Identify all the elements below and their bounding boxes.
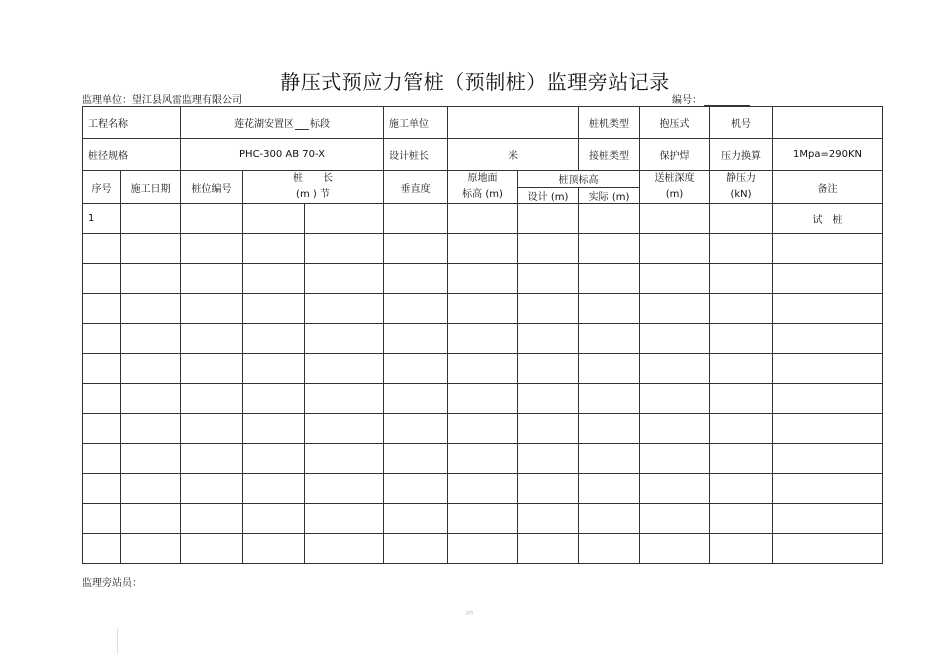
row-cell[interactable] [518, 204, 579, 234]
info-row-1 [83, 107, 883, 139]
row-cell[interactable] [121, 474, 181, 504]
row-cell[interactable] [640, 204, 710, 234]
row-cell[interactable] [305, 234, 384, 264]
row-cell[interactable] [640, 354, 710, 384]
row-cell[interactable] [305, 264, 384, 294]
row-cell[interactable] [448, 234, 518, 264]
row-cell[interactable] [518, 504, 579, 534]
row-cell[interactable] [448, 444, 518, 474]
row-cell[interactable] [448, 474, 518, 504]
table-row [83, 444, 883, 474]
row-cell[interactable] [181, 444, 243, 474]
row-cell[interactable] [243, 474, 305, 504]
row-cell[interactable] [305, 384, 384, 414]
row-cell[interactable] [518, 354, 579, 384]
row-seq-cell[interactable] [83, 504, 121, 534]
col-pile-no-header: 桩位编号 [181, 171, 243, 204]
row-remarks-cell[interactable] [773, 414, 883, 444]
row-remarks-cell[interactable] [773, 324, 883, 354]
row-cell[interactable] [448, 414, 518, 444]
row-cell[interactable] [518, 534, 579, 564]
row-cell[interactable] [384, 294, 448, 324]
row-cell[interactable] [518, 444, 579, 474]
col-pressure-header [710, 171, 773, 204]
col-depth-header [640, 171, 710, 204]
joint-type-field[interactable]: 保护焊 [640, 139, 710, 171]
row-cell[interactable] [181, 354, 243, 384]
row-cell[interactable] [243, 414, 305, 444]
document-number-label: 编号： [672, 95, 702, 106]
row-cell[interactable] [121, 534, 181, 564]
row-cell[interactable] [640, 294, 710, 324]
design-length-field[interactable]: 米 [448, 139, 579, 171]
row-cell[interactable] [305, 504, 384, 534]
row-cell[interactable] [121, 294, 181, 324]
row-remarks-cell[interactable] [773, 294, 883, 324]
row-remarks-cell[interactable] [773, 264, 883, 294]
row-cell[interactable] [710, 354, 773, 384]
row-cell[interactable] [448, 354, 518, 384]
row-cell[interactable] [640, 414, 710, 444]
row-cell[interactable] [181, 384, 243, 414]
row-cell[interactable] [384, 234, 448, 264]
row-cell[interactable] [181, 414, 243, 444]
col-depth-bottom: (m) [665, 189, 684, 200]
column-header-row-1 [83, 171, 883, 188]
row-remarks-cell[interactable] [773, 474, 883, 504]
row-cell[interactable] [448, 324, 518, 354]
row-cell[interactable] [121, 384, 181, 414]
row-cell[interactable] [305, 294, 384, 324]
row-cell[interactable] [640, 324, 710, 354]
row-seq-cell[interactable] [83, 534, 121, 564]
row-cell[interactable] [121, 444, 181, 474]
page-mark: 文档 [465, 610, 473, 615]
pressure-conversion-field[interactable]: 1Mpa=290KN [773, 139, 883, 171]
row-cell[interactable] [305, 354, 384, 384]
row-cell[interactable] [384, 354, 448, 384]
col-remarks-header: 备注 [773, 171, 883, 204]
row-cell[interactable] [243, 264, 305, 294]
document-title: 静压式预应力管桩（预制桩）监理旁站记录 [280, 70, 670, 94]
row-cell[interactable] [121, 414, 181, 444]
row-cell[interactable] [384, 384, 448, 414]
pile-spec-field[interactable]: PHC-300 AB 70-X [181, 139, 384, 171]
row-cell[interactable] [710, 294, 773, 324]
row-cell[interactable] [579, 204, 640, 234]
pile-machine-type-field[interactable]: 抱压式 [640, 107, 710, 139]
table-row [83, 534, 883, 564]
table-row [83, 384, 883, 414]
col-depth-top: 送桩深度 [654, 173, 695, 184]
row-cell[interactable] [448, 294, 518, 324]
info-row-2 [83, 139, 883, 171]
project-name-suffix: 标段 [310, 119, 330, 130]
row-cell[interactable] [710, 414, 773, 444]
row-remarks-cell[interactable] [773, 534, 883, 564]
row-cell[interactable] [305, 444, 384, 474]
row-cell[interactable] [448, 534, 518, 564]
row-cell[interactable] [640, 474, 710, 504]
document-number-blank[interactable] [704, 94, 750, 106]
row-cell[interactable] [243, 534, 305, 564]
row-cell[interactable] [121, 234, 181, 264]
row-remarks-cell[interactable] [773, 504, 883, 534]
row-cell[interactable] [243, 324, 305, 354]
row-cell[interactable] [243, 444, 305, 474]
row-cell[interactable] [448, 204, 518, 234]
col-pile-top-elev-header: 桩顶标高 [518, 171, 640, 188]
table-row [83, 204, 883, 234]
row-cell[interactable] [579, 234, 640, 264]
col-pressure-top: 静压力 [726, 173, 757, 184]
row-cell[interactable] [710, 504, 773, 534]
row-cell[interactable] [518, 414, 579, 444]
table-row [83, 234, 883, 264]
row-cell[interactable] [305, 204, 384, 234]
col-pile-length-bottom: (m ) 节 [296, 189, 330, 200]
row-cell[interactable] [579, 534, 640, 564]
table-row [83, 264, 883, 294]
row-cell[interactable] [448, 504, 518, 534]
row-cell[interactable] [640, 384, 710, 414]
row-cell[interactable] [181, 534, 243, 564]
row-seq-cell[interactable] [83, 264, 121, 294]
row-seq-cell[interactable] [83, 414, 121, 444]
row-seq-cell[interactable] [83, 294, 121, 324]
row-cell[interactable] [181, 264, 243, 294]
col-actual-header: 实际 (m) [579, 187, 640, 204]
col-seq-header: 序号 [83, 171, 121, 204]
row-cell[interactable] [384, 474, 448, 504]
row-cell[interactable] [710, 384, 773, 414]
pile-spec-label: 桩径规格 [83, 139, 181, 171]
row-cell[interactable] [518, 264, 579, 294]
table-row [83, 354, 883, 384]
row-cell[interactable] [243, 234, 305, 264]
contractor-label: 施工单位 [384, 107, 448, 139]
col-ground-elev-header [448, 171, 518, 204]
col-date-header: 施工日期 [121, 171, 181, 204]
row-cell[interactable] [710, 534, 773, 564]
project-name-prefix: 莲花湖安置区 [234, 119, 294, 130]
row-remarks-cell[interactable] [773, 384, 883, 414]
col-design-header: 设计 (m) [518, 187, 579, 204]
row-seq-cell[interactable] [83, 474, 121, 504]
row-cell[interactable] [640, 264, 710, 294]
col-ground-elev-bottom: 标高 (m) [462, 189, 503, 200]
joint-type-label: 接桩类型 [579, 139, 640, 171]
design-length-label: 设计桩长 [384, 139, 448, 171]
row-cell[interactable] [384, 534, 448, 564]
col-pressure-bottom: (kN) [730, 189, 752, 200]
row-cell[interactable] [518, 294, 579, 324]
row-cell[interactable] [181, 234, 243, 264]
row-remarks-cell[interactable] [773, 234, 883, 264]
row-cell[interactable] [640, 444, 710, 474]
col-pile-length-header [243, 171, 384, 204]
pile-machine-type-label: 桩机类型 [579, 107, 640, 139]
row-cell[interactable] [710, 474, 773, 504]
pressure-conversion-label: 压力换算 [710, 139, 773, 171]
row-cell[interactable] [579, 324, 640, 354]
section-blank [295, 119, 309, 130]
supervisor-signature-label: 监理旁站员： [82, 578, 142, 589]
row-cell[interactable] [579, 264, 640, 294]
row-cell[interactable] [518, 324, 579, 354]
row-cell[interactable] [243, 384, 305, 414]
row-seq-cell[interactable] [83, 384, 121, 414]
row-cell[interactable] [579, 414, 640, 444]
project-name-field[interactable] [181, 107, 384, 139]
table-row [83, 414, 883, 444]
record-table [82, 106, 883, 564]
table-row [83, 474, 883, 504]
row-cell[interactable] [579, 474, 640, 504]
row-cell[interactable] [710, 264, 773, 294]
row-seq-cell[interactable] [83, 444, 121, 474]
margin-line [117, 628, 118, 654]
row-cell[interactable] [518, 384, 579, 414]
row-cell[interactable] [305, 324, 384, 354]
row-cell[interactable] [181, 474, 243, 504]
row-cell[interactable] [384, 444, 448, 474]
row-seq-cell[interactable]: 1 [83, 204, 121, 234]
table-row [83, 504, 883, 534]
row-cell[interactable] [384, 204, 448, 234]
row-cell[interactable] [710, 234, 773, 264]
row-cell[interactable] [243, 204, 305, 234]
row-cell[interactable] [518, 234, 579, 264]
col-ground-elev-top: 原地面 [467, 173, 498, 184]
row-cell[interactable] [121, 354, 181, 384]
col-pile-length-top: 桩 长 [293, 173, 333, 184]
machine-no-field[interactable] [773, 107, 883, 139]
supervision-unit: 监理单位：望江县风雷监理有限公司 [82, 95, 242, 106]
row-cell[interactable] [384, 414, 448, 444]
row-cell[interactable] [121, 324, 181, 354]
row-cell[interactable] [710, 204, 773, 234]
row-cell[interactable] [579, 294, 640, 324]
record-body [83, 204, 883, 564]
row-cell[interactable] [640, 504, 710, 534]
project-name-label: 工程名称 [83, 107, 181, 139]
row-cell[interactable] [579, 444, 640, 474]
row-cell[interactable] [181, 294, 243, 324]
table-row [83, 294, 883, 324]
row-cell[interactable] [121, 264, 181, 294]
row-cell[interactable] [448, 384, 518, 414]
row-cell[interactable] [710, 444, 773, 474]
row-cell[interactable] [640, 534, 710, 564]
row-cell[interactable] [181, 204, 243, 234]
row-cell[interactable] [579, 354, 640, 384]
row-seq-cell[interactable] [83, 324, 121, 354]
row-cell[interactable] [518, 474, 579, 504]
row-cell[interactable] [243, 354, 305, 384]
row-remarks-cell[interactable] [773, 444, 883, 474]
row-remarks-cell[interactable] [773, 354, 883, 384]
row-cell[interactable] [640, 234, 710, 264]
row-cell[interactable] [305, 534, 384, 564]
row-cell[interactable] [243, 504, 305, 534]
row-cell[interactable] [305, 474, 384, 504]
row-cell[interactable] [579, 384, 640, 414]
row-cell[interactable] [121, 504, 181, 534]
row-seq-cell[interactable] [83, 354, 121, 384]
contractor-field[interactable] [448, 107, 579, 139]
row-remarks-cell[interactable]: 试 桩 [773, 204, 883, 234]
row-cell[interactable] [448, 264, 518, 294]
col-verticality-header: 垂直度 [384, 171, 448, 204]
row-cell[interactable] [710, 324, 773, 354]
machine-no-label: 机号 [710, 107, 773, 139]
row-cell[interactable] [384, 264, 448, 294]
row-cell[interactable] [384, 324, 448, 354]
row-cell[interactable] [121, 204, 181, 234]
row-cell[interactable] [305, 414, 384, 444]
row-cell[interactable] [181, 504, 243, 534]
row-cell[interactable] [243, 294, 305, 324]
row-cell[interactable] [579, 504, 640, 534]
row-cell[interactable] [384, 504, 448, 534]
table-row [83, 324, 883, 354]
document-number [672, 91, 750, 106]
row-cell[interactable] [181, 324, 243, 354]
row-seq-cell[interactable] [83, 234, 121, 264]
